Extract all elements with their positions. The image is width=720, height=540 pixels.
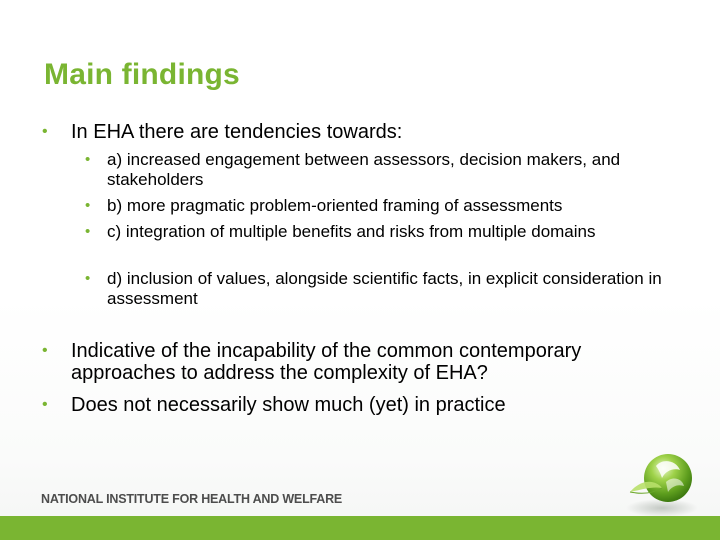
subbullet-item-c — [85, 222, 687, 242]
subbullet-item-a — [85, 150, 687, 190]
organization-name: NATIONAL INSTITUTE FOR HEALTH AND WELFARE — [41, 492, 343, 506]
subbullet-marker: • — [85, 270, 91, 287]
subbullet-text: d) inclusion of values, alongside scientific facts, in explicit consideration in assessment — [107, 269, 662, 308]
subbullet-item-b — [85, 196, 687, 216]
bullet-marker: • — [42, 396, 48, 413]
subbullet-text: b) more pragmatic problem-oriented framing of assessments — [107, 196, 563, 215]
subbullet-marker: • — [85, 223, 91, 240]
bullet-text: In EHA there are tendencies towards: — [71, 121, 403, 143]
bullet-item-2 — [42, 340, 681, 384]
bullet-item-1 — [42, 121, 681, 143]
slide-title: Main findings — [44, 58, 240, 91]
footer-accent-bar — [0, 516, 720, 540]
bullet-marker: • — [42, 342, 48, 359]
subbullet-text: a) increased engagement between assessors, decision makers, and stakeholders — [107, 150, 621, 189]
bullet-marker: • — [42, 123, 48, 140]
subbullet-text: c) integration of multiple benefits and risks from multiple domains — [107, 222, 596, 241]
subbullet-marker: • — [85, 151, 91, 168]
bullet-item-3 — [42, 394, 681, 416]
subbullet-marker: • — [85, 197, 91, 214]
subbullet-item-d — [85, 269, 687, 309]
bullet-text: Indicative of the incapability of the common contemporary approaches to address the complexity of EHA? — [71, 340, 582, 384]
green-globe-leaf-icon — [622, 448, 704, 520]
bullet-text: Does not necessarily show much (yet) in practice — [71, 394, 506, 416]
